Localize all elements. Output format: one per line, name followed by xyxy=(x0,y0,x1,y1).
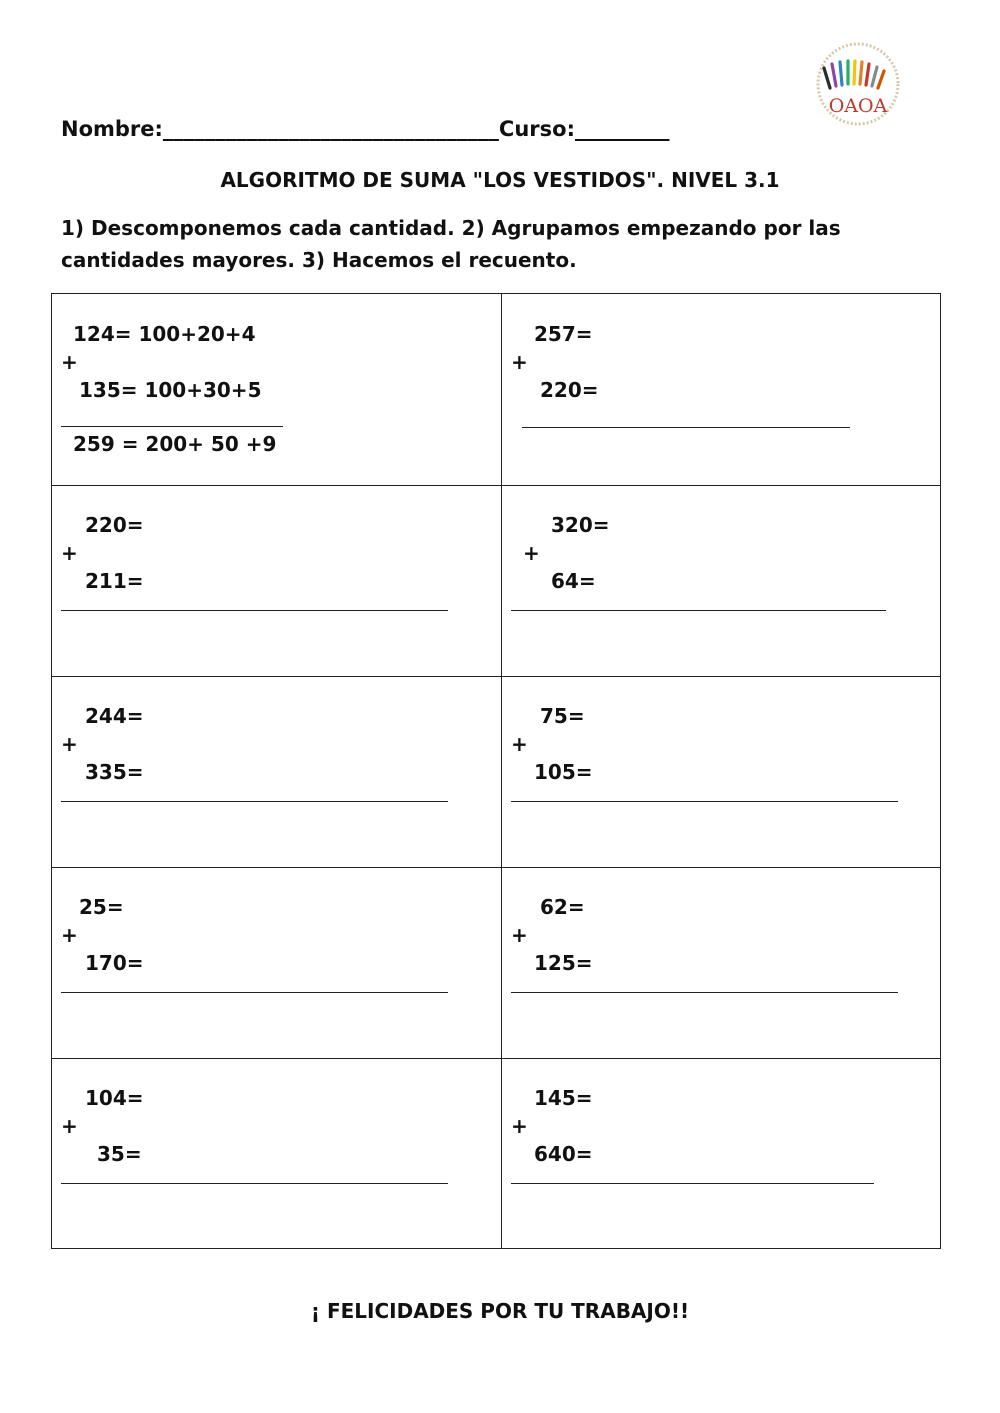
addend-2: 125= xyxy=(534,951,593,975)
svg-text:OAOA: OAOA xyxy=(828,95,888,117)
exercise-cell xyxy=(52,676,501,867)
answer-line[interactable] xyxy=(511,610,886,611)
addend-1: 145= xyxy=(534,1086,593,1110)
answer-line[interactable] xyxy=(511,801,898,802)
plus-sign: + xyxy=(61,1114,78,1138)
answer-line[interactable] xyxy=(61,1183,448,1184)
addend-2: 170= xyxy=(85,951,144,975)
curso-label: Curso: xyxy=(498,117,575,141)
addend-1: 75= xyxy=(540,704,585,728)
instructions: 1) Descomponemos cada cantidad. 2) Agrupamos empezando por las cantidades mayores. 3) Hacemos el recuento. xyxy=(61,216,841,272)
answer-line[interactable] xyxy=(61,992,448,993)
answer-line[interactable] xyxy=(511,1183,874,1184)
addend-1: 62= xyxy=(540,895,585,919)
exercise-cell xyxy=(52,485,501,676)
plus-sign: + xyxy=(511,1114,528,1138)
plus-sign: + xyxy=(511,350,528,374)
footer-message: ¡ FELICIDADES POR TU TRABAJO!! xyxy=(310,1299,690,1323)
addend-2: 211= xyxy=(85,569,144,593)
addend-2: 35= xyxy=(97,1142,142,1166)
worksheet-title: ALGORITMO DE SUMA "LOS VESTIDOS". NIVEL 3.1 xyxy=(220,168,780,192)
exercise-cell xyxy=(502,867,951,1058)
addend-1: 220= xyxy=(85,513,144,537)
nombre-field[interactable]: ________________________________ xyxy=(162,117,499,141)
plus-sign: + xyxy=(511,923,528,947)
plus-sign: + xyxy=(511,732,528,756)
plus-sign: + xyxy=(523,541,540,565)
answer-line[interactable] xyxy=(61,801,448,802)
plus-sign: + xyxy=(61,541,78,565)
addend-1: 244= xyxy=(85,704,144,728)
exercise-cell xyxy=(52,867,501,1058)
oaoa-logo xyxy=(806,42,910,128)
plus-sign: + xyxy=(61,350,78,374)
exercise-cell xyxy=(502,676,951,867)
addend-2: 335= xyxy=(85,760,144,784)
nombre-label: Nombre: xyxy=(61,117,163,141)
exercise-cell xyxy=(502,294,951,485)
example-addend-2: 135= 100+30+5 xyxy=(79,378,262,402)
addend-1: 257= xyxy=(534,322,593,346)
addend-1: 320= xyxy=(551,513,610,537)
sum-line xyxy=(61,426,283,427)
example-result: 259 = 200+ 50 +9 xyxy=(73,432,277,456)
exercise-cell xyxy=(502,1058,951,1249)
exercise-cell xyxy=(502,485,951,676)
addend-2: 64= xyxy=(551,569,596,593)
exercise-cell xyxy=(52,1058,501,1249)
addend-1: 25= xyxy=(79,895,124,919)
addend-1: 104= xyxy=(85,1086,144,1110)
addend-2: 220= xyxy=(540,378,599,402)
addend-2: 640= xyxy=(534,1142,593,1166)
answer-line[interactable] xyxy=(61,610,448,611)
plus-sign: + xyxy=(61,732,78,756)
exercise-grid xyxy=(51,293,941,1249)
answer-line[interactable] xyxy=(522,427,850,428)
header-line xyxy=(61,117,669,141)
addend-2: 105= xyxy=(534,760,593,784)
answer-line[interactable] xyxy=(511,992,898,993)
curso-field[interactable]: _________ xyxy=(574,117,670,141)
plus-sign: + xyxy=(61,923,78,947)
example-addend-1: 124= 100+20+4 xyxy=(73,322,256,346)
example-cell xyxy=(52,294,501,485)
